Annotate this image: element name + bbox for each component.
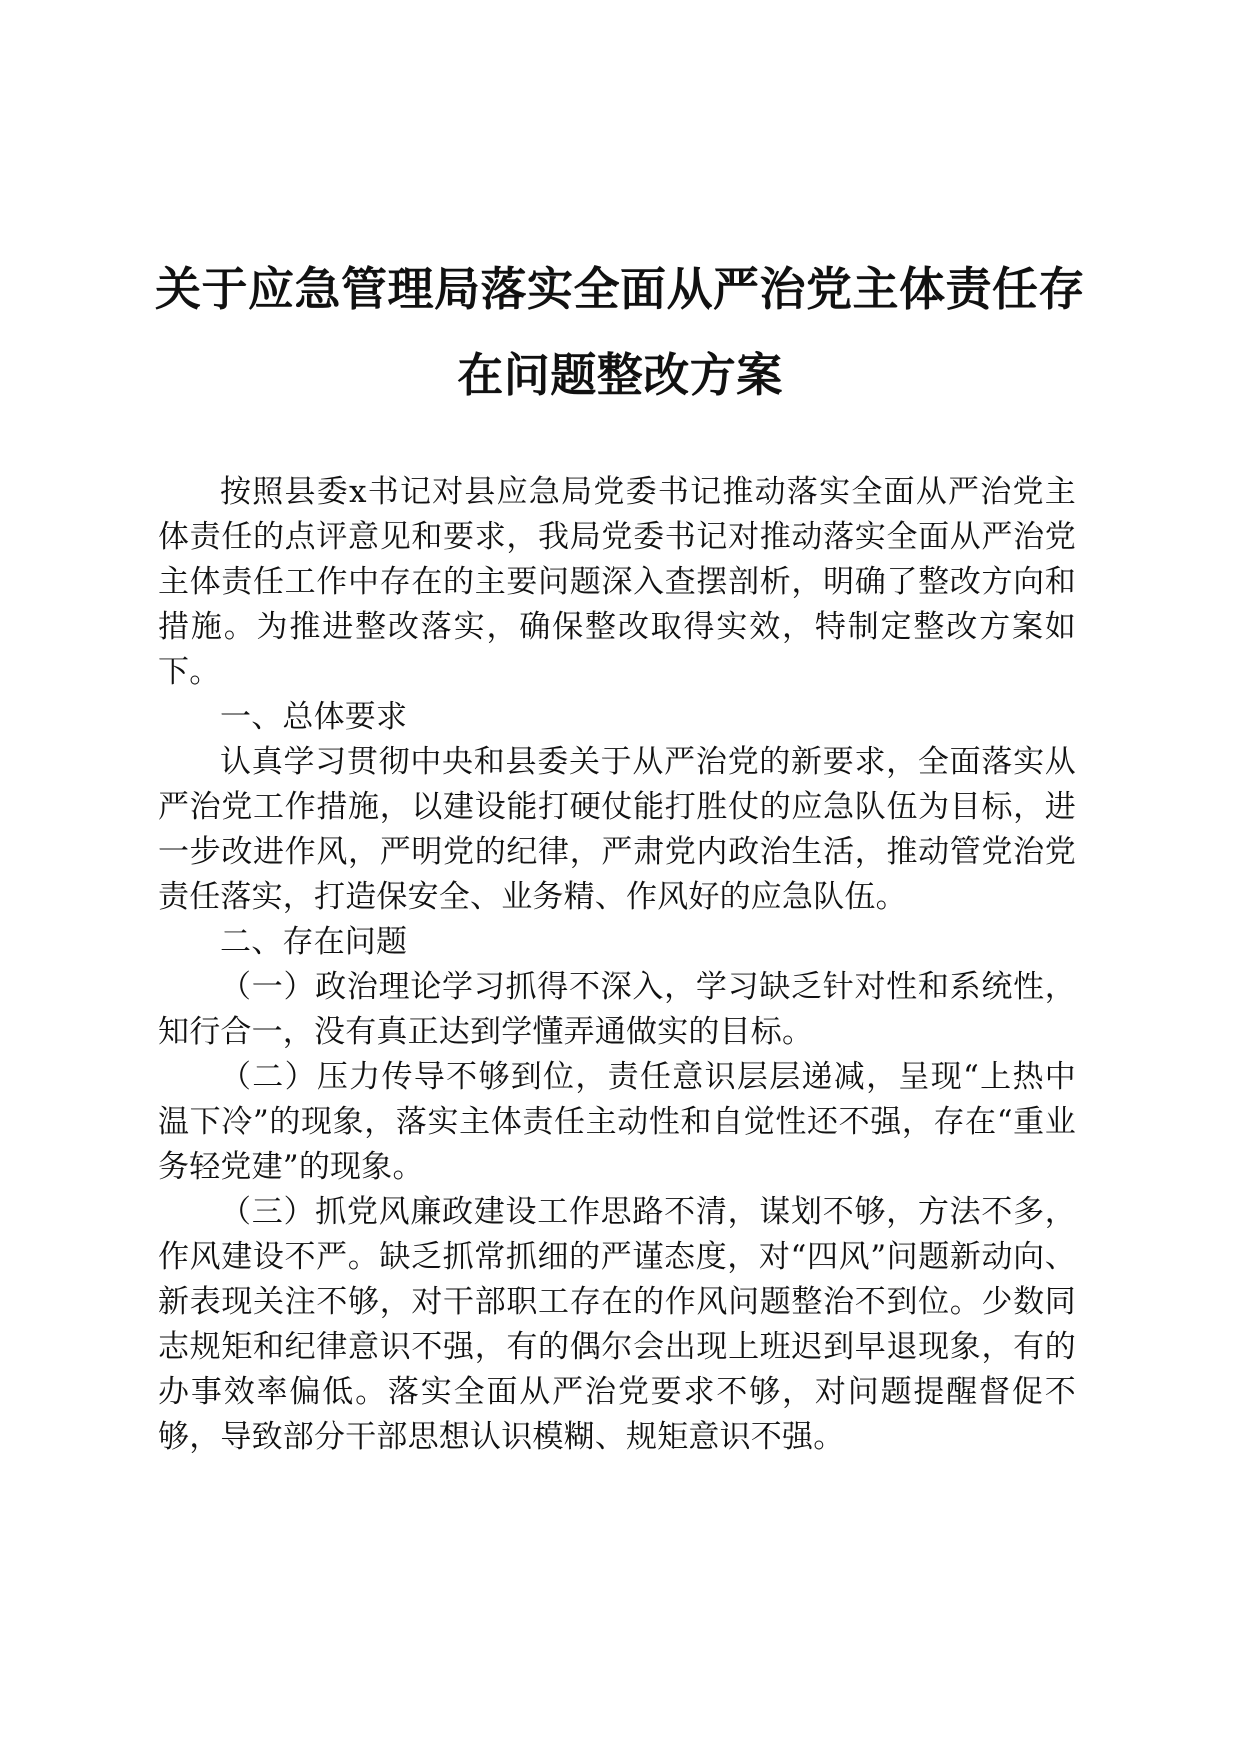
section-heading-general-requirements: 一、总体要求 — [220, 699, 408, 735]
general-requirements-paragraph: 认真学习贯彻中央和县委关于从严治党的新要求，全面落实从严治党工作措施，以建设能打硬仗能打胜仗的应急队伍为目标，进一步改进作风，严明党的纪律，严肃党内政治生活，推动管党治党责任落实，打造保安全、业务精、作风好的应急队伍。 — [158, 744, 1076, 915]
intro-paragraph: 按照县委x书记对县应急局党委书记推动落实全面从严治党主体责任的点评意见和要求，我局党委书记对推动落实全面从严治党主体责任工作中存在的主要问题深入查摆剖析，明确了整改方向和措施。为推进整改落实，确保整改取得实效，特制定整改方案如下。 — [158, 474, 1076, 690]
issue-paragraph-2: （二）压力传导不够到位，责任意识层层递减，呈现“上热中温下冷”的现象，落实主体责任主动性和自觉性还不强，存在“重业务轻党建”的现象。 — [158, 1059, 1076, 1185]
document-body — [158, 470, 1076, 1460]
document-title — [150, 246, 1090, 418]
title-line-1: 关于应急管理局落实全面从严治党主体责任存 — [155, 262, 1085, 316]
title-line-2: 在问题整改方案 — [457, 348, 783, 402]
issue-paragraph-3: （三）抓党风廉政建设工作思路不清，谋划不够，方法不多，作风建设不严。缺乏抓常抓细的严谨态度，对“四风”问题新动向、新表现关注不够，对干部职工存在的作风问题整治不到位。少数同志规矩和纪律意识不强，有的偶尔会出现上班迟到早退现象，有的办事效率偏低。落实全面从严治党要求不够，对问题提醒督促不够，导致部分干部思想认识模糊、规矩意识不强。 — [158, 1194, 1076, 1455]
section-heading-existing-problems: 二、存在问题 — [220, 924, 408, 960]
issue-paragraph-1: （一）政治理论学习抓得不深入，学习缺乏针对性和系统性，知行合一，没有真正达到学懂弄通做实的目标。 — [158, 969, 1076, 1050]
